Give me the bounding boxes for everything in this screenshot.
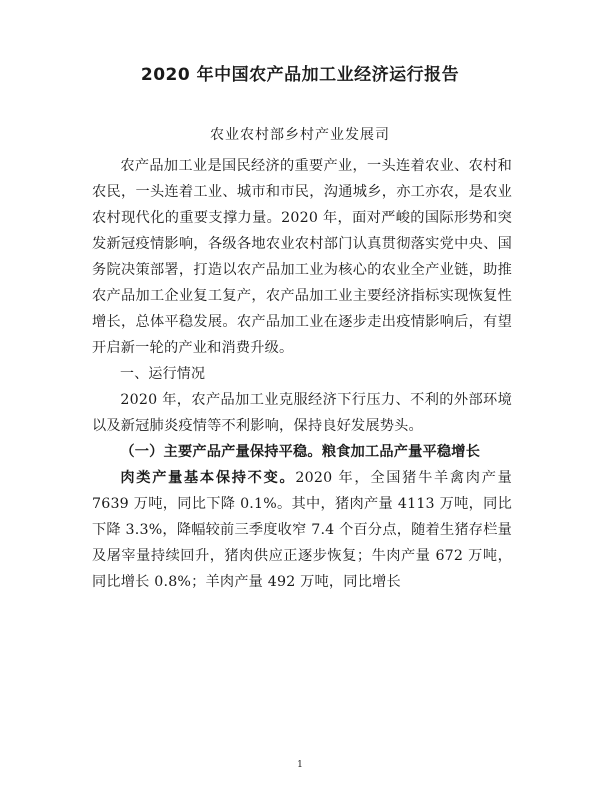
meat-paragraph-lead: 肉类产量基本保持不变。	[120, 470, 296, 486]
section-paragraph-operation: 2020 年，农产品加工业克服经济下行压力、不利的外部环境以及新冠肺炎疫情等不利影响，保持良好发展势头。	[92, 392, 512, 434]
meat-paragraph-text: 2020 年，全国猪牛羊禽肉产量 7639 万吨，同比下降 0.1%。其中，猪肉产量 4113 万吨，同比下降 3.3%，降幅较前三季度收窄 7.4 个百分点，随着生猪存栏量及屠宰量持续回升，猪肉供应正逐步恢复；牛肉产量 672 万吨，同比增长 0.8%；羊肉产量 492 万吨，同比增长	[92, 470, 512, 590]
document-body	[92, 153, 512, 595]
document-author: 农业农村部乡村产业发展司	[210, 127, 390, 143]
section-heading-operation: 一、运行情况	[120, 366, 206, 382]
subsection-heading-output: （一）主要产品产量保持平稳。粮食加工品产量平稳增长	[120, 444, 481, 460]
intro-paragraph: 农产品加工业是国民经济的重要产业，一头连着农业、农村和农民，一头连着工业、城市和市民，沟通城乡，亦工亦农，是农业农村现代化的重要支撑力量。2020 年，面对严峻的国际形势和突发新冠疫情影响，各级各地农业农村部门认真贯彻落实党中央、国务院决策部署，打造以农产品加工业为核心的农业全产业链，助推农产品加工企业复工复产，农产品加工业主要经济指标实现恢复性增长，总体平稳发展。农产品加工业在逐步走出疫情影响后，有望开启新一轮的产业和消费升级。	[92, 158, 512, 356]
page-number: 1	[297, 760, 303, 770]
meat-paragraph	[92, 465, 512, 595]
document-title: 2020 年中国农产品加工业经济运行报告	[140, 65, 460, 85]
